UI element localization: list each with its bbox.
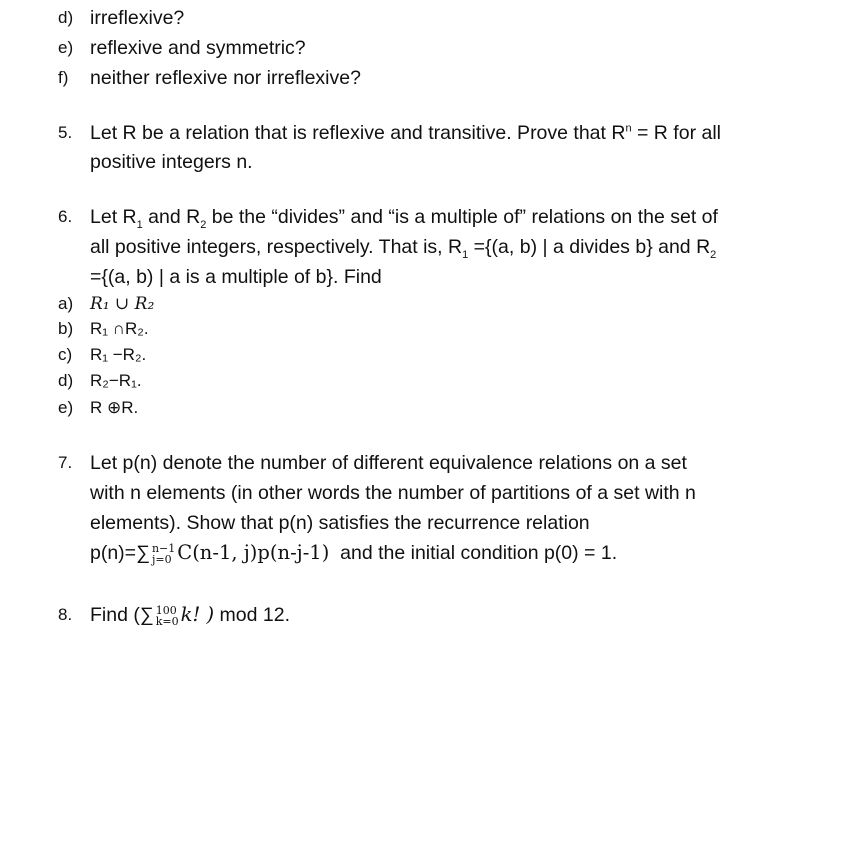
q8-text: Find (∑ 100 k=0 k! ) mod 12. bbox=[90, 603, 290, 628]
item-label-d: d) bbox=[58, 8, 74, 27]
q6-part-a-label: a) bbox=[58, 294, 74, 313]
q6-line-2: all positive integers, respectively. That is, $R_1 =\{(a$, b) | a divides b} and $R_2$ bbox=[90, 236, 717, 261]
q7-sum-limits: n−1 j=0 bbox=[151, 541, 176, 566]
q6-part-e-text: R ⊕R. bbox=[90, 398, 139, 417]
q6-part-e-label: e) bbox=[58, 398, 74, 417]
q6-part-b-text: R₁ ∩R₂. bbox=[90, 319, 149, 338]
q6-line-1: Let $R_1$ and $R_2$ be the “divides” and “is a multiple of” relations on the set of bbox=[90, 206, 718, 231]
q8-number: 8. bbox=[58, 605, 73, 624]
q7-formula-rhs: C(n-1, j)p(n-j-1) bbox=[177, 541, 330, 564]
q5-number: 5. bbox=[58, 123, 73, 142]
q7-formula-tail: and the initial condition p(0) = 1. bbox=[340, 542, 618, 564]
item-text-d: irreflexive? bbox=[90, 7, 185, 29]
item-label-e: e) bbox=[58, 38, 74, 57]
item-text-e: reflexive and symmetric? bbox=[90, 37, 306, 59]
q7-line-2: with n elements (in other words the number of partitions of a set with n bbox=[90, 482, 696, 504]
q5-line-2: positive integers n. bbox=[90, 151, 253, 173]
q6-part-c-label: c) bbox=[58, 345, 73, 364]
q7-formula bbox=[90, 541, 617, 565]
q6-part-c-text: R₁ −R₂. bbox=[90, 345, 147, 364]
item-label-f: f) bbox=[58, 68, 69, 87]
item-text-f: neither reflexive nor irreflexive? bbox=[90, 67, 361, 89]
q6-number: 6. bbox=[58, 207, 73, 226]
q7-number: 7. bbox=[58, 453, 73, 472]
q8-sum-limits: 100 k=0 bbox=[155, 603, 179, 628]
q6-part-d-text: R₂−R₁. bbox=[90, 371, 142, 390]
q6-part-b-label: b) bbox=[58, 319, 74, 338]
q6-part-a-text: R₁ ∪ R₂ bbox=[90, 294, 155, 314]
q6-part-d-label: d) bbox=[58, 371, 74, 390]
q7-formula-lhs: p(n)=∑ bbox=[90, 542, 150, 564]
q5-line-1: Let R be a relation that is reflexive and transitive. Prove that $R^n = R$ for all bbox=[90, 122, 721, 144]
q6-line-3: ={(a, b) | a is a multiple of b}. Find bbox=[90, 266, 382, 288]
q7-line-3: elements). Show that p(n) satisfies the recurrence relation bbox=[90, 512, 590, 534]
q7-line-1: Let p(n) denote the number of different equivalence relations on a set bbox=[90, 452, 687, 474]
